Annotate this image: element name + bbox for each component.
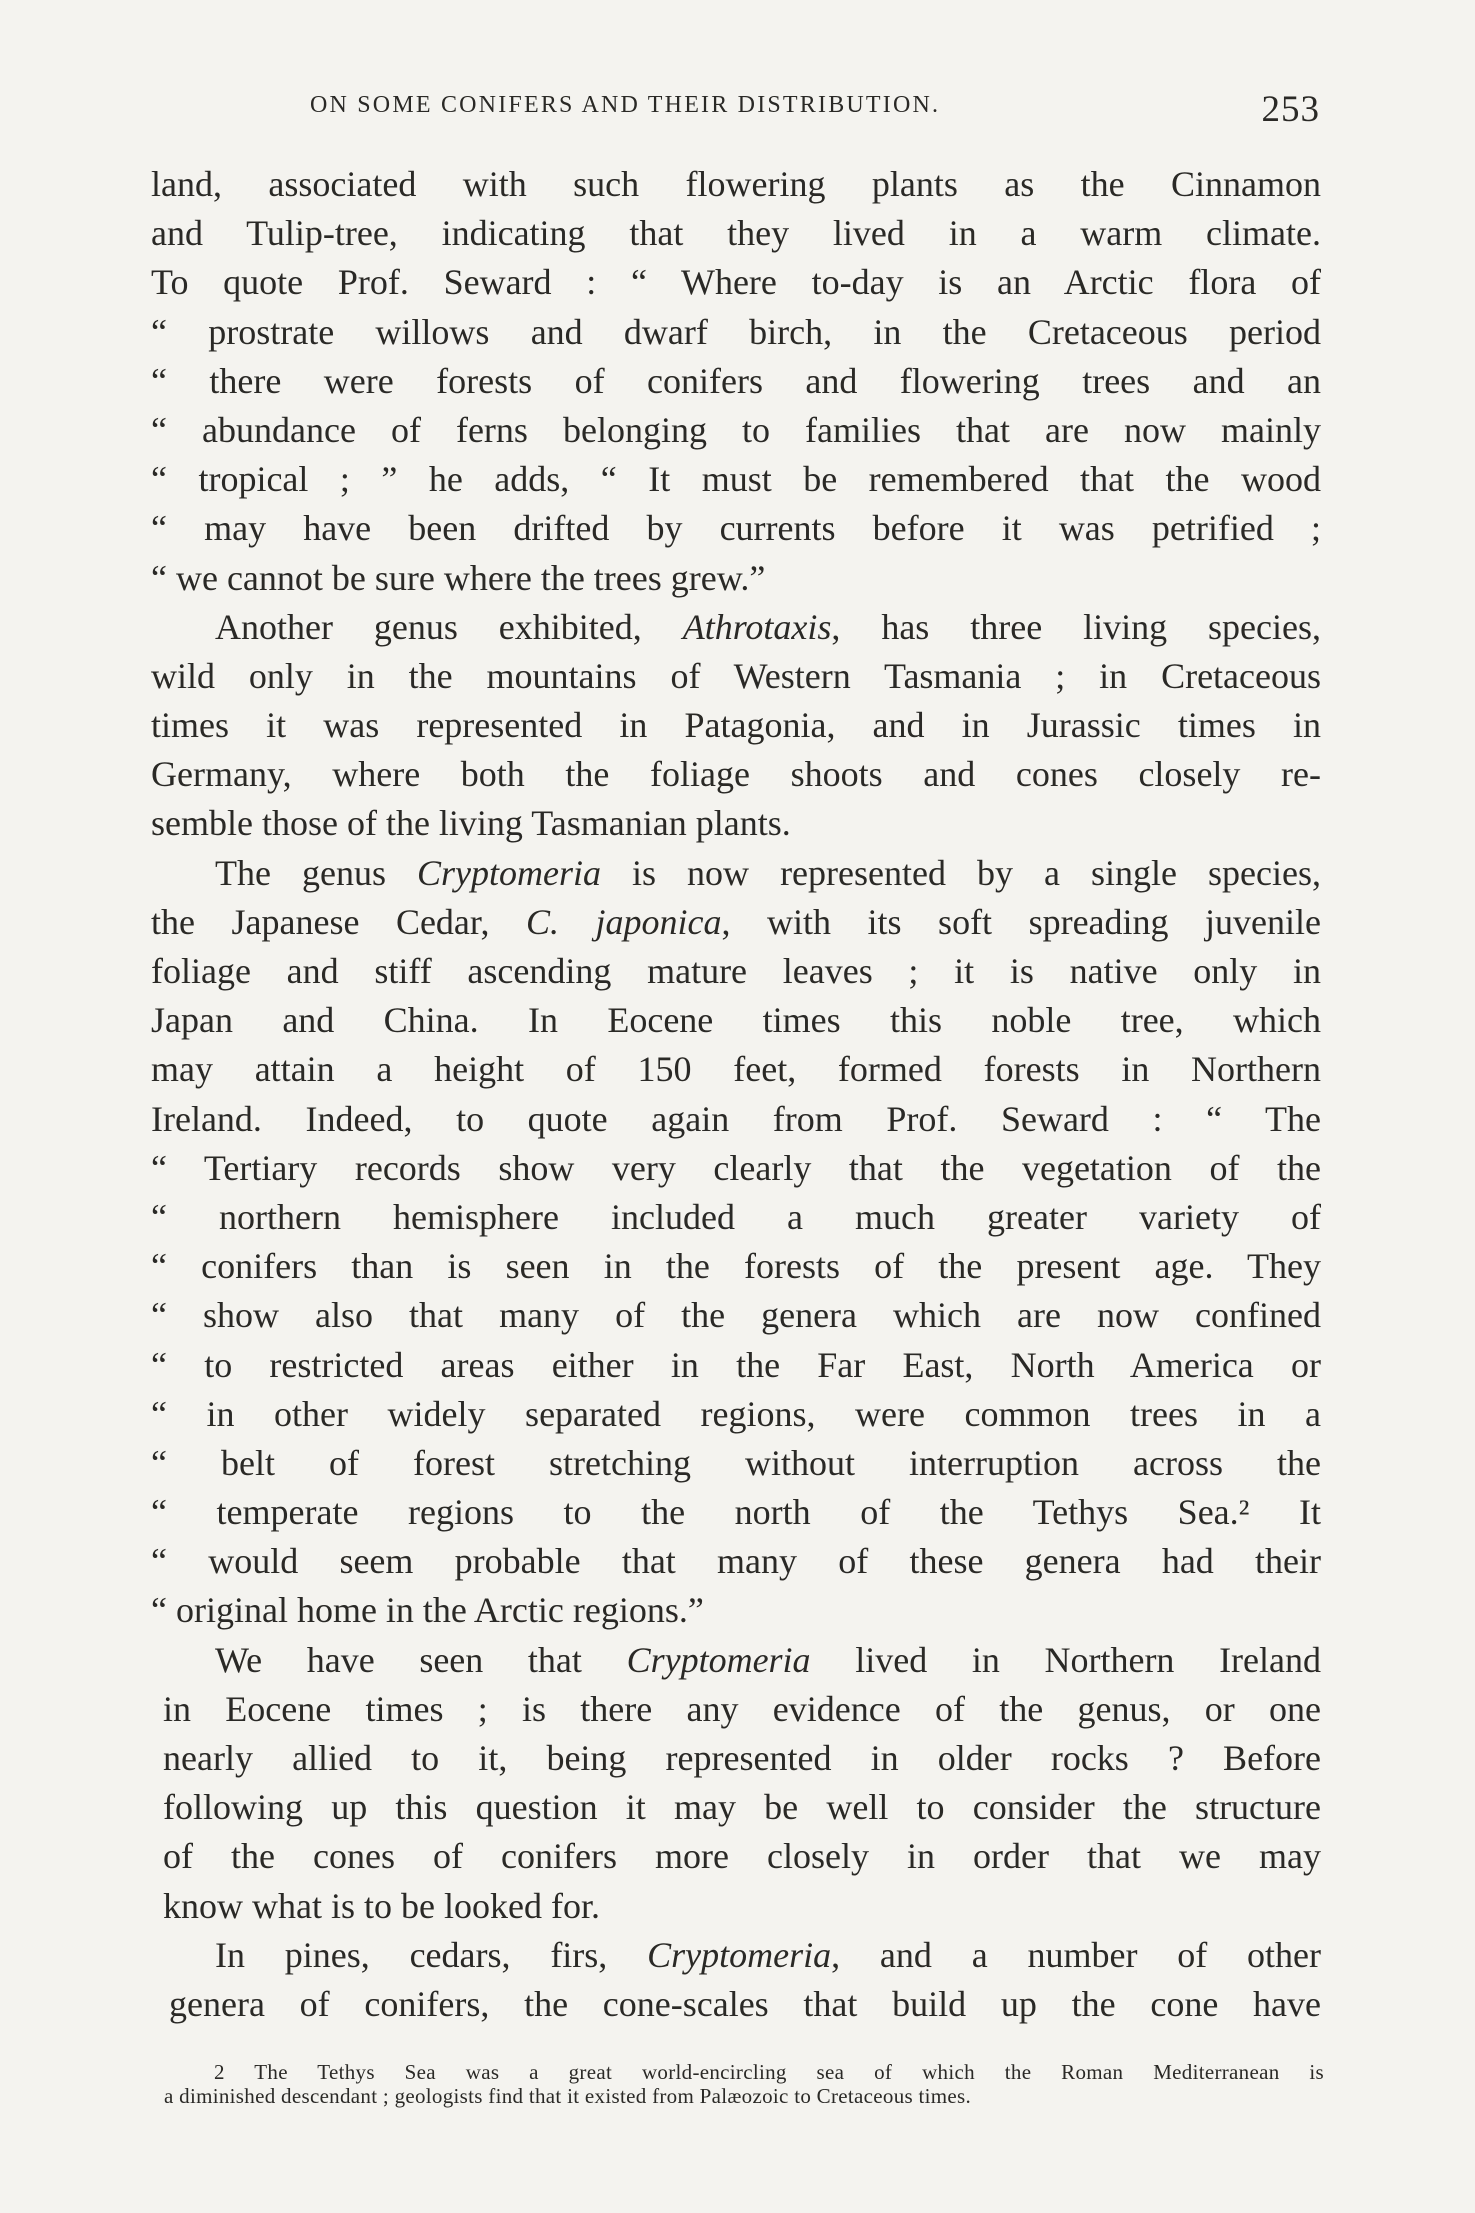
text-line: land, associated with such flowering plants as the Cinnamon — [151, 164, 1321, 204]
text-line: “ tropical ; ” he adds, “ It must be remembered that the wood — [151, 459, 1321, 500]
text-line: Japan and China. In Eocene times this noble tree, which — [151, 1000, 1321, 1041]
body-text — [151, 160, 1321, 2029]
paragraph-start: The genus Cryptomeria is now represented by a single species, — [215, 852, 1321, 893]
text-line: in Eocene times ; is there any evidence of the genus, or one — [163, 1688, 1321, 1729]
text-line: “ temperate regions to the north of the Tethys Sea.² It — [151, 1492, 1321, 1533]
running-head — [150, 88, 1320, 138]
text-line: “ show also that many of the genera which are now confined — [151, 1295, 1321, 1336]
text-line: nearly allied to it, being represented in older rocks ? Before — [163, 1738, 1321, 1778]
text-line: “ prostrate willows and dwarf birch, in the Cretaceous period — [151, 311, 1321, 352]
text-line: “ may have been drifted by currents before it was petrified ; — [151, 508, 1321, 549]
text-line: and Tulip-tree, indicating that they lived in a warm climate. — [151, 213, 1321, 254]
paragraph-start: In pines, cedars, firs, Cryptomeria, and a number of other — [215, 1934, 1321, 1975]
running-title: ON SOME CONIFERS AND THEIR DISTRIBUTION. — [310, 92, 941, 118]
text-line: “ northern hemisphere included a much greater variety of — [151, 1196, 1321, 1237]
text-line: “ original home in the Arctic regions.” — [151, 1590, 704, 1631]
text-line: Ireland. Indeed, to quote again from Prof. Seward : “ The — [151, 1098, 1321, 1139]
footnotes — [164, 2060, 1324, 2108]
text-line: semble those of the living Tasmanian plants. — [151, 803, 791, 844]
text-line: “ in other widely separated regions, were common trees in a — [151, 1393, 1321, 1434]
text-line: wild only in the mountains of Western Tasmania ; in Cretaceous — [151, 655, 1321, 696]
text-line: To quote Prof. Seward : “ Where to-day is an Arctic flora of — [151, 262, 1321, 303]
text-line: “ there were forests of conifers and flowering trees and an — [151, 360, 1321, 401]
text-line: of the cones of conifers more closely in order that we may — [163, 1836, 1321, 1877]
text-line: “ Tertiary records show very clearly that the vegetation of the — [151, 1147, 1321, 1188]
text-line: Germany, where both the foliage shoots and cones closely re- — [151, 754, 1321, 795]
paragraph-start: Another genus exhibited, Athrotaxis, has three living species, — [215, 606, 1322, 647]
text-line: following up this question it may be well to consider the structure — [163, 1787, 1321, 1828]
text-line: the Japanese Cedar, C. japonica, with its soft spreading juvenile — [151, 901, 1322, 942]
footnote-line: a diminished descendant ; geologists find that it existed from Palæozoic to Cretaceous times. — [164, 2084, 972, 2108]
text-line: “ to restricted areas either in the Far East, North America or — [151, 1344, 1321, 1385]
text-line: genera of conifers, the cone-scales that build up the cone have — [169, 1983, 1321, 2024]
paragraph-start: We have seen that Cryptomeria lived in Northern Ireland — [215, 1639, 1322, 1680]
text-line: “ conifers than is seen in the forests of the present age. They — [151, 1246, 1321, 1287]
page-number: 253 — [1261, 89, 1320, 130]
footnote-line: 2 The Tethys Sea was a great world-encircling sea of which the Roman Mediterranean is — [214, 2060, 1324, 2084]
text-line: “ abundance of ferns belonging to families that are now mainly — [151, 409, 1321, 450]
text-line: may attain a height of 150 feet, formed forests in Northern — [151, 1049, 1321, 1090]
text-line: know what is to be looked for. — [163, 1885, 600, 1926]
text-line: “ would seem probable that many of these genera had their — [151, 1541, 1321, 1582]
text-line: “ belt of forest stretching without interruption across the — [151, 1442, 1321, 1483]
text-line: foliage and stiff ascending mature leaves ; it is native only in — [151, 951, 1321, 991]
text-line: “ we cannot be sure where the trees grew.” — [151, 557, 766, 598]
text-line: times it was represented in Patagonia, and in Jurassic times in — [151, 705, 1321, 746]
